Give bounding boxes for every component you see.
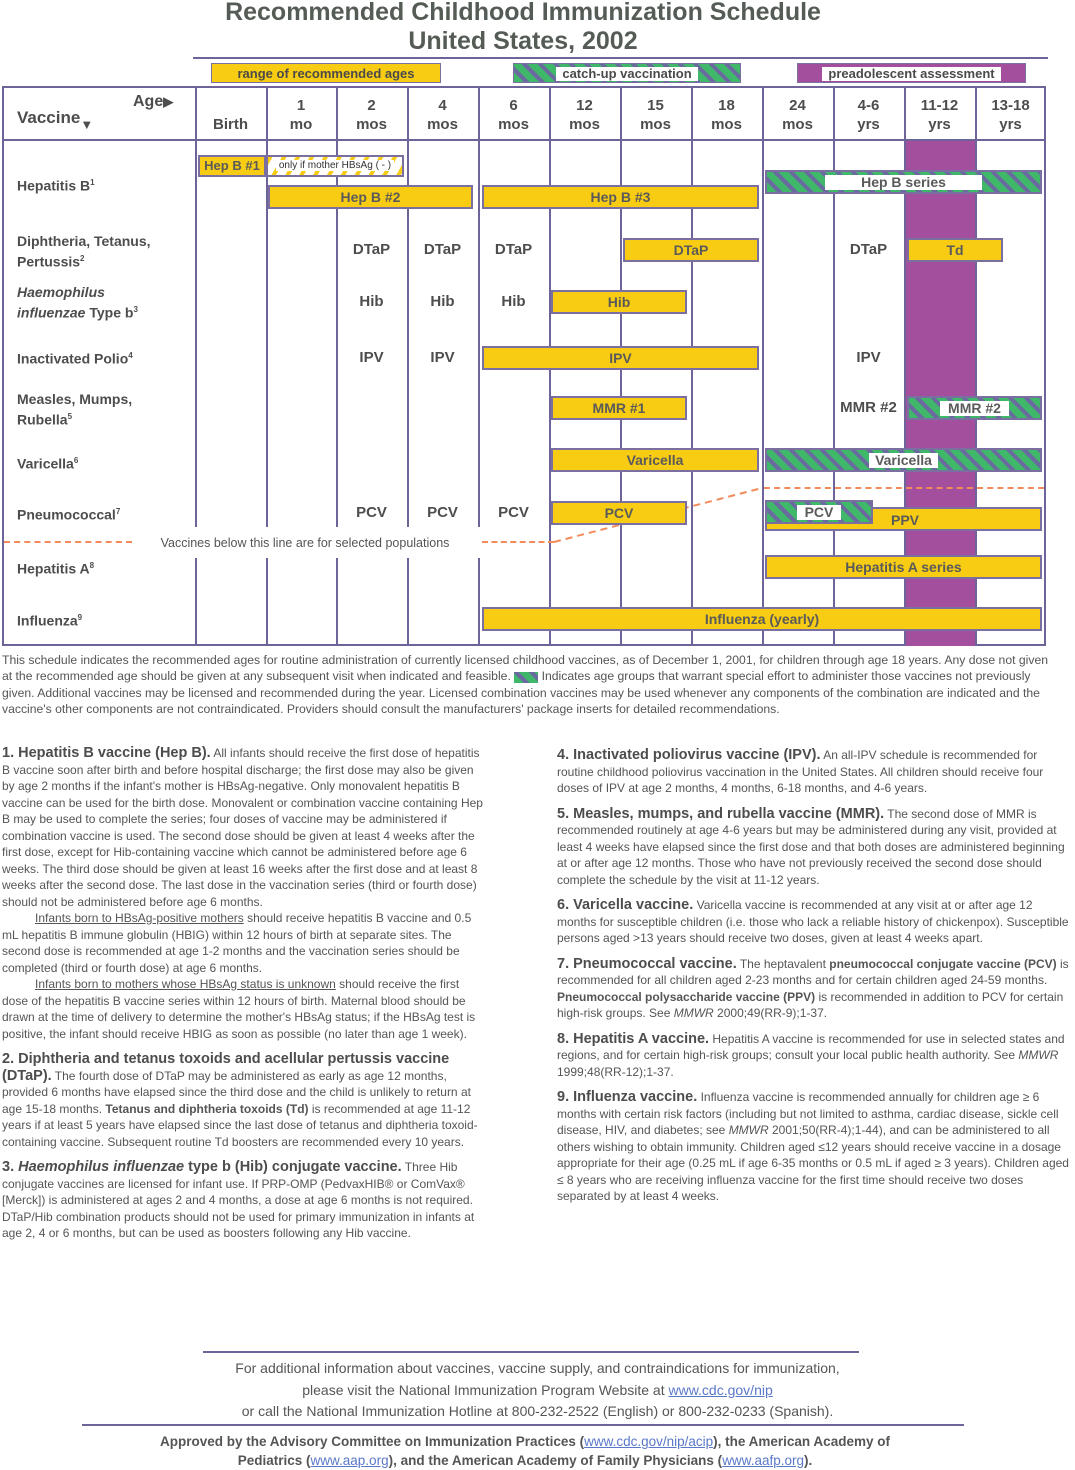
column-header-top: 18 bbox=[718, 97, 735, 114]
column-header-2 bbox=[336, 96, 407, 134]
note-3-text: Three Hib conjugate vaccines are licensed for infant use. If PRP-OMP (PedvaxHIB® or ComVax® [Merck]) is administered at ages 2 and 4 months, a dose at age 6 months is not required. DTaP/Hib combination products should not be used for primary immunization in infants at age 2, 4 or 6 months, but can be used as boosters following any Hib vaccine. bbox=[2, 1160, 475, 1240]
column-header-1 bbox=[266, 96, 336, 134]
bar-influenza: Influenza (yearly) bbox=[482, 607, 1042, 631]
grid-line-2-lower bbox=[336, 558, 338, 646]
column-header-3 bbox=[407, 96, 478, 134]
note-6-head: 6. Varicella vaccine. bbox=[557, 897, 694, 913]
bar-pcv-catchup bbox=[765, 500, 873, 524]
cell-dtap-4-6yrs: DTaP bbox=[849, 241, 888, 258]
column-header-top: 6 bbox=[509, 97, 518, 114]
bar-hepb1-note-label: only if mother HBsAg ( - ) bbox=[276, 160, 394, 171]
column-header-top: 1 bbox=[296, 97, 306, 114]
bar-hepb1-note bbox=[266, 155, 404, 177]
column-header-11 bbox=[975, 96, 1046, 134]
note-5 bbox=[557, 806, 1072, 889]
cell-ipv-2mos: IPV bbox=[359, 349, 384, 366]
cell-ipv-4mos: IPV bbox=[430, 349, 455, 366]
cell-hib-6mos: Hib bbox=[501, 293, 526, 310]
column-header-10 bbox=[904, 96, 975, 134]
grid-line-6 bbox=[620, 140, 622, 646]
cell-mmr2-4-6yrs: MMR #2 bbox=[840, 399, 897, 416]
divider-text: Vaccines below this line are for selected populations bbox=[137, 536, 473, 550]
column-header-top: 2 bbox=[367, 97, 376, 114]
grid-line-3-lower bbox=[407, 558, 409, 646]
note-2 bbox=[2, 1051, 484, 1150]
column-header-top: 12 bbox=[576, 97, 593, 114]
column-header-top: 4 bbox=[438, 97, 447, 114]
note-2-bold: Tetanus and diphtheria toxoids (Td) bbox=[105, 1101, 309, 1116]
row-label-dtp: Diphtheria, Tetanus, Pertussis$^2$ bbox=[17, 233, 151, 270]
column-header-top: 4-6 bbox=[857, 97, 880, 114]
note-1-head: 1. Hepatitis B vaccine (Hep B). bbox=[2, 745, 211, 761]
note-5-text: The second dose of MMR is recommended routinely at age 4-6 years but may be administered during any visit, provided at least 4 weeks have elapsed since the first dose and that both doses are administered beginning at or after age 12 months. Those who have not previously received the second dose should complete the schedule by the visit at 11-12 years. bbox=[557, 806, 1065, 887]
column-header-bottom: mos bbox=[427, 116, 458, 133]
grid-line-7 bbox=[691, 140, 693, 646]
footer-line-1: For additional information about vaccines, vaccine supply, and contraindications for immunization, bbox=[235, 1360, 840, 1376]
title-line-1: Recommended Childhood Immunization Schedule bbox=[225, 0, 821, 26]
note-3 bbox=[2, 1159, 484, 1242]
grid-line-1-lower bbox=[266, 558, 268, 646]
triangle-right-icon: ▶ bbox=[163, 94, 174, 109]
note-3-head: 3. Haemophilus influenzae type b (Hib) conjugate vaccine. bbox=[2, 1159, 402, 1175]
column-header-bottom: yrs bbox=[999, 116, 1022, 133]
bar-hepb-series-label: Hep B series bbox=[825, 175, 982, 190]
note-1 bbox=[2, 745, 484, 910]
bar-pcv-catchup-label: PCV bbox=[797, 505, 842, 520]
grid-line-0-lower bbox=[195, 558, 197, 646]
column-header-9 bbox=[833, 96, 904, 134]
legend-catch-up-label: catch-up vaccination bbox=[556, 67, 697, 81]
bar-hib: Hib bbox=[551, 290, 687, 314]
cell-dtap-6mos: DTaP bbox=[494, 241, 533, 258]
bar-hepb3: Hep B #3 bbox=[482, 185, 759, 209]
column-header-top: 15 bbox=[647, 97, 664, 114]
bar-ppv-label: PPV bbox=[891, 512, 920, 528]
note-1-para-3 bbox=[2, 976, 484, 1042]
note-2-head: 2. Diphtheria and tetanus toxoids and acellular pertussis vaccine (DTaP). bbox=[2, 1051, 450, 1084]
row-label-varicella: Varicella$^6$ bbox=[17, 455, 79, 472]
note-1-text: All infants should receive the first dose of hepatitis B vaccine soon after birth and before hospital discharge; the first dose may also be given by age 2 months if the infant's mother is HBsAg-negative. Only monovalent hepatitis B vaccine can be used for the birth dose. Monovalent or combination vaccine containing Hep B may be used to complete the series; four doses of vaccine may be administered if combination vaccine is used. The second dose should be given at least 4 weeks after the first dose, except for Hib-containing vaccine which cannot be administered before age 6 weeks. The third dose should be given at least 16 weeks after the first dose and at least 8 weeks after the second dose. The last dose in the vaccination series (third or fourth dose) should not be administered before age 6 months. bbox=[2, 746, 483, 909]
note-9-head: 9. Influenza vaccine. bbox=[557, 1089, 698, 1105]
approved-line-1: Approved by the Advisory Committee on Immunization Practices (www.cdc.gov/nip/acip), the American Academy of bbox=[160, 1434, 890, 1449]
link-aafp[interactable]: www.aafp.org bbox=[722, 1453, 804, 1468]
bar-varicella: Varicella bbox=[551, 448, 759, 472]
legend-catch-up bbox=[513, 63, 741, 83]
legend-recommended-label: range of recommended ages bbox=[237, 66, 415, 81]
note-6 bbox=[557, 897, 1072, 947]
link-cdc-nip[interactable]: www.cdc.gov/nip bbox=[668, 1381, 773, 1398]
column-header-5 bbox=[549, 96, 620, 134]
note-6-text: Varicella vaccine is recommended at any visit at or after age 12 months for susceptible children (i.e. those who lack a reliable history of chickenpox). Susceptible persons aged >13 years should receive two doses, given at least 4 weeks apart. bbox=[557, 898, 1069, 945]
divider-line-mid bbox=[482, 541, 554, 543]
legend-preadolescent-label: preadolescent assessment bbox=[822, 67, 1000, 81]
cell-hib-2mos: Hib bbox=[359, 293, 384, 310]
note-4-head: 4. Inactivated poliovirus vaccine (IPV). bbox=[557, 747, 821, 763]
bar-mmr1: MMR #1 bbox=[551, 396, 687, 420]
bar-varicella-catchup bbox=[765, 448, 1042, 472]
column-header-bottom: mos bbox=[569, 116, 600, 133]
column-header-bottom: mo bbox=[289, 116, 313, 133]
grid-line-4-lower bbox=[478, 558, 480, 646]
column-header-bottom: Birth bbox=[213, 116, 248, 133]
column-header-bottom: mos bbox=[356, 116, 387, 133]
bar-dtap: DTaP bbox=[623, 238, 759, 262]
intro-part-1: This schedule indicates the recommended ages for routine administration of currently licensed childhood vaccines, as of December 1, 2001, for children through age 18 years. Any dose not given at the recommended age should be given at any subsequent visit when indicated and feasible. bbox=[2, 653, 1049, 684]
bar-varicella-catchup-label: Varicella bbox=[869, 453, 938, 468]
note-1-para-2-underline: Infants born to HBsAg-positive mothers bbox=[35, 911, 244, 925]
vaccine-header bbox=[17, 108, 94, 132]
intro-paragraph bbox=[2, 652, 1052, 717]
column-header-7 bbox=[691, 96, 762, 134]
footer-line-2: please visit the National Immunization Program Website at www.cdc.gov/nip bbox=[302, 1381, 773, 1398]
age-header-label: Age bbox=[133, 93, 164, 110]
note-5-head: 5. Measles, mumps, and rubella vaccine (MMR). bbox=[557, 805, 885, 822]
footer-info bbox=[0, 1358, 1075, 1423]
column-header-bottom: mos bbox=[711, 116, 742, 133]
link-acip[interactable]: www.cdc.gov/nip/acip bbox=[584, 1434, 714, 1449]
age-header bbox=[133, 93, 173, 111]
note-7-head: 7. Pneumococcal vaccine. bbox=[557, 955, 737, 972]
column-header-bottom: mos bbox=[640, 116, 671, 133]
column-header-bottom: mos bbox=[498, 116, 529, 133]
note-4 bbox=[557, 747, 1072, 797]
footer-rule-top bbox=[203, 1351, 859, 1353]
note-1-para-3-text: should receive the first dose of the hepatitis B vaccine series within 12 hours of birth. Maternal blood should be drawn at the time of delivery to determine the mother's HBsAg status; if the HBsAg test is positive, the infant should receive HBIG as soon as possible (no later than age 1 week). bbox=[2, 977, 476, 1041]
note-1-para-2 bbox=[2, 910, 484, 976]
note-7: 7. Pneumococcal vaccine. The heptavalent pneumococcal conjugate vaccine (PCV) is recommended for all children aged 2-23 months and for certain children aged 24-59 months. Pneumococcal polysaccharide vaccine (PPV) is recommended in addition to PCV for certain high-risk groups. See MMWR 2000;49(RR-9);1-37. bbox=[557, 955, 1069, 1020]
grid-line-8 bbox=[762, 140, 764, 646]
cell-dtap-2mos: DTaP bbox=[352, 241, 391, 258]
row-label-polio: Inactivated Polio$^4$ bbox=[17, 350, 133, 367]
column-header-bottom: yrs bbox=[857, 116, 880, 133]
footer-approved bbox=[0, 1432, 1050, 1470]
bar-td: Td bbox=[907, 238, 1003, 262]
grid-line-4-upper bbox=[478, 140, 480, 527]
row-label-pneumococcal: Pneumococcal$^7$ bbox=[17, 506, 121, 523]
note-1-para-2-text: should receive hepatitis B vaccine and 0.5 mL hepatitis B immune globulin (HBIG) within 12 hours of birth at separate sites. The second dose is recommended at age 1-2 months and the vaccination series should be completed (third or fourth dose) at age 6 months. bbox=[2, 911, 472, 975]
bar-pcv: PCV bbox=[551, 501, 687, 525]
row-label-hib: Haemophilus influenzae Type $b^3$ bbox=[17, 284, 138, 321]
note-2-text-2: is recommended at age 11-12 years if at least 5 years have elapsed since the last dose of tetanus and diphtheria toxoid-containing vaccine. Subsequent routine Td boosters are recommended every 10 years. bbox=[2, 1101, 478, 1149]
note-4-text: An all-IPV schedule is recommended for routine childhood poliovirus vaccination in the United States. All children should receive four doses of IPV at age 2 months, 4 months, 6-18 months, and 4-6 years. bbox=[557, 748, 1044, 795]
note-1-para-3-underline: Infants born to mothers whose HBsAg status is unknown bbox=[35, 977, 336, 991]
column-header-6 bbox=[620, 96, 691, 134]
row-label-hepatitis-a: Hepatitis $A^8$ bbox=[17, 560, 95, 577]
note-9: 9. Influenza vaccine. Influenza vaccine is recommended annually for children age ≥ 6 months with certain risk factors (including but not limited to asthma, cardiac disease, sickle cell disease, HIV, and diabetes; see MMWR 2001;50(RR-4);1-44), and can be administered to all others wishing to obtain immunity. Children aged ≤12 years should receive vaccine in a dosage appropriate for their age (0.25 mL if age 6-35 months or 0.5 mL if aged ≥ 3 years). Children aged ≤ 8 years who are receiving influenza vaccine for the first time should receive two doses separated by at least 4 weeks. bbox=[557, 1089, 1069, 1203]
bar-hepb1: Hep B #1 bbox=[198, 155, 266, 177]
bar-hepatitis-a: Hepatitis A series bbox=[765, 555, 1042, 579]
bar-mmr2-catchup bbox=[907, 396, 1042, 420]
cell-pcv-2mos: PCV bbox=[356, 504, 387, 521]
column-header-top: 24 bbox=[789, 97, 806, 114]
footer-line-3: or call the National Immunization Hotline at 800-232-2522 (English) or 800-232-0233 (Spanish). bbox=[241, 1403, 834, 1419]
bar-hepb2: Hep B #2 bbox=[268, 185, 473, 209]
column-header-bottom: mos bbox=[782, 116, 813, 133]
column-header-0 bbox=[195, 96, 266, 134]
legend-recommended bbox=[211, 63, 441, 83]
divider-line-right bbox=[764, 487, 1044, 489]
title-rule bbox=[193, 57, 1048, 59]
note-8: 8. Hepatitis A vaccine. Hepatitis A vaccine is recommended for use in selected states and regions, and for certain high-risk groups; consult your local public health authority. See MMWR 1999;48(RR-12);1-37. bbox=[557, 1030, 1065, 1079]
cell-ipv-4-6yrs: IPV bbox=[856, 349, 881, 366]
approved-line-2: Pediatrics (www.aap.org), and the American Academy of Family Physicians (www.aafp.org). bbox=[237, 1453, 813, 1468]
divider-line-left bbox=[4, 541, 132, 543]
row-label-mmr: Measles, Mumps, Rubella$^5$ bbox=[17, 391, 133, 428]
grid-line-5 bbox=[549, 140, 551, 646]
footer-rule-bottom bbox=[82, 1424, 964, 1426]
column-header-bottom: yrs bbox=[928, 116, 951, 133]
title-line-2: United States, 2002 bbox=[408, 27, 638, 55]
note-2-text-1: The fourth dose of DTaP may be administered as early as age 12 months, provided 6 months have elapsed since the third dose and the child is unlikely to return at age 15-18 months. bbox=[2, 1068, 471, 1116]
cell-hib-4mos: Hib bbox=[430, 293, 455, 310]
row-label-influenza: Influenza$^9$ bbox=[17, 612, 83, 629]
column-header-4 bbox=[478, 96, 549, 134]
bar-mmr2-label: MMR #2 bbox=[940, 401, 1009, 416]
column-header-top: 11-12 bbox=[920, 97, 959, 114]
legend-preadolescent bbox=[797, 63, 1026, 83]
cell-pcv-6mos: PCV bbox=[498, 504, 529, 521]
row-label-hepatitis-b: Hepatitis $B^1$ bbox=[17, 177, 95, 194]
intro-part-2: Indicates age groups that warrant special effort to administer those vaccines not previously given. Additional vaccines may be licensed and recommended during the year. Licensed combination vaccines may be used whenever any components of the combination are indicated and the vaccine's other components are not contraindicated. Providers should consult the manufacturers' package inserts for detailed recommendations. bbox=[2, 669, 1040, 716]
cell-pcv-4mos: PCV bbox=[427, 504, 458, 521]
column-header-top: 13-18 bbox=[991, 97, 1030, 114]
column-header-8 bbox=[762, 96, 833, 134]
note-8-head: 8. Hepatitis A vaccine. bbox=[557, 1030, 710, 1047]
cell-dtap-4mos: DTaP bbox=[423, 241, 462, 258]
notes-right-column bbox=[557, 747, 1072, 1205]
grid-line-0-upper bbox=[195, 140, 197, 527]
bar-hepb-series bbox=[765, 170, 1042, 194]
link-aap[interactable]: www.aap.org bbox=[310, 1453, 389, 1468]
triangle-down-icon: ▼ bbox=[80, 117, 94, 132]
vaccine-header-label: Vaccine bbox=[17, 108, 81, 127]
header-divider bbox=[2, 139, 1046, 141]
bar-ipv: IPV bbox=[482, 346, 759, 370]
column-header-top bbox=[195, 96, 266, 115]
catch-up-swatch-icon bbox=[514, 672, 538, 683]
notes-left-column bbox=[2, 745, 484, 1242]
